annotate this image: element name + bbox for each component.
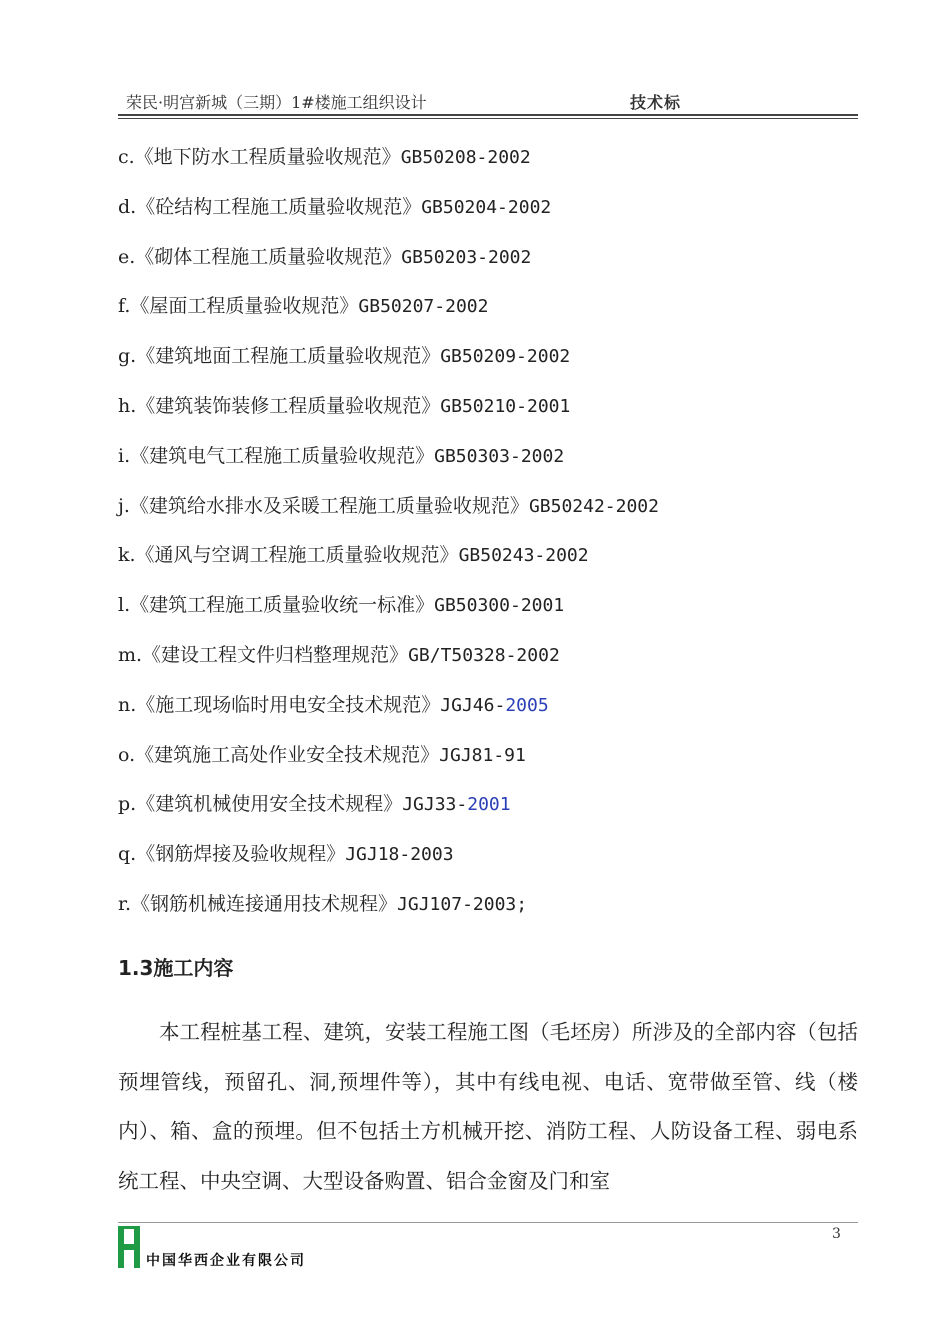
standard-code: GB50300-2001 [434, 595, 565, 617]
standard-name: p.《建筑机械使用安全技术规程》 [118, 793, 403, 816]
standard-name: m.《建设工程文件归档整理规范》 [118, 643, 409, 666]
company-logo-icon [118, 1226, 140, 1268]
header-section-label: 技术标 [630, 93, 682, 112]
list-item [118, 740, 858, 790]
standard-code: GB50207-2002 [358, 296, 489, 318]
section-heading: 1.3施工内容 [118, 956, 234, 980]
list-item [118, 640, 858, 690]
list-item [118, 391, 858, 441]
section-paragraph: 本工程桩基工程、建筑，安装工程施工图（毛坯房）所涉及的全部内容（包括预埋管线，预留孔、洞,预埋件等），其中有线电视、电话、宽带做至管、线（楼内）、箱、盒的预埋。但不包括土方机械开挖、消防工程、人防设备工程、弱电系统工程、中央空调、大型设备购置、铝合金窗及门和室 [118, 1020, 858, 1193]
list-item [118, 242, 858, 292]
standard-name: k.《通风与空调工程施工质量验收规范》 [118, 544, 459, 567]
standard-code: GB50242-2002 [528, 495, 659, 517]
page-number: 3 [832, 1226, 841, 1242]
footer-rule [118, 1222, 858, 1223]
list-item [118, 192, 858, 242]
list-item [118, 540, 858, 590]
standard-year: 2005 [505, 694, 549, 716]
standard-year: 2001 [467, 794, 511, 816]
standard-code: GB50303-2002 [434, 445, 565, 467]
header-rule-thin [118, 118, 858, 119]
standard-code: GB/T50328-2002 [408, 644, 560, 666]
standards-list [118, 142, 858, 939]
standard-name: g.《建筑地面工程施工质量验收规范》 [118, 345, 441, 368]
standard-name: j.《建筑给水排水及采暖工程施工质量验收规范》 [118, 494, 529, 517]
standard-name: n.《施工现场临时用电安全技术规范》 [118, 693, 441, 716]
standard-name: e.《砌体工程施工质量验收规范》 [118, 245, 402, 268]
list-item [118, 839, 858, 889]
list-item [118, 491, 858, 541]
header-rule [118, 114, 858, 116]
standard-code: GB50203-2002 [401, 246, 532, 268]
standard-code: JGJ46- [440, 694, 506, 716]
standard-code: JGJ33- [402, 794, 468, 816]
standard-name: l.《建筑工程施工质量验收统一标准》 [118, 594, 435, 617]
list-item [118, 291, 858, 341]
list-item [118, 590, 858, 640]
standard-code: GB50204-2002 [421, 196, 552, 218]
list-item [118, 889, 858, 939]
standard-code: GB50210-2001 [440, 395, 571, 417]
standard-name: f.《屋面工程质量验收规范》 [118, 295, 359, 318]
standard-code: JGJ81-91 [439, 744, 526, 766]
standard-code: GB50208-2002 [400, 147, 531, 168]
standard-code: JGJ107-2003; [397, 893, 528, 915]
list-item [118, 441, 858, 491]
standard-name: q.《钢筋焊接及验收规程》 [118, 843, 346, 866]
standard-name: d.《砼结构工程施工质量验收规范》 [118, 195, 422, 218]
standard-code: JGJ18-2003 [345, 844, 454, 866]
standard-name: r.《钢筋机械连接通用技术规程》 [118, 892, 398, 915]
standard-code: GB50243-2002 [458, 545, 589, 567]
list-item [118, 341, 858, 391]
company-name: 中国华西企业有限公司 [146, 1253, 306, 1269]
header-title: 荣民·明宫新城（三期）1#楼施工组织设计 [126, 93, 427, 112]
list-item [118, 142, 858, 192]
list-item [118, 690, 858, 740]
list-item [118, 789, 858, 839]
standard-name: i.《建筑电气工程施工质量验收规范》 [118, 444, 435, 467]
page-header [118, 88, 860, 114]
standard-name: h.《建筑装饰装修工程质量验收规范》 [118, 394, 441, 417]
standard-code: GB50209-2002 [440, 346, 571, 368]
standard-name: c.《地下防水工程质量验收规范》 [118, 146, 401, 168]
standard-name: o.《建筑施工高处作业安全技术规范》 [118, 743, 440, 766]
